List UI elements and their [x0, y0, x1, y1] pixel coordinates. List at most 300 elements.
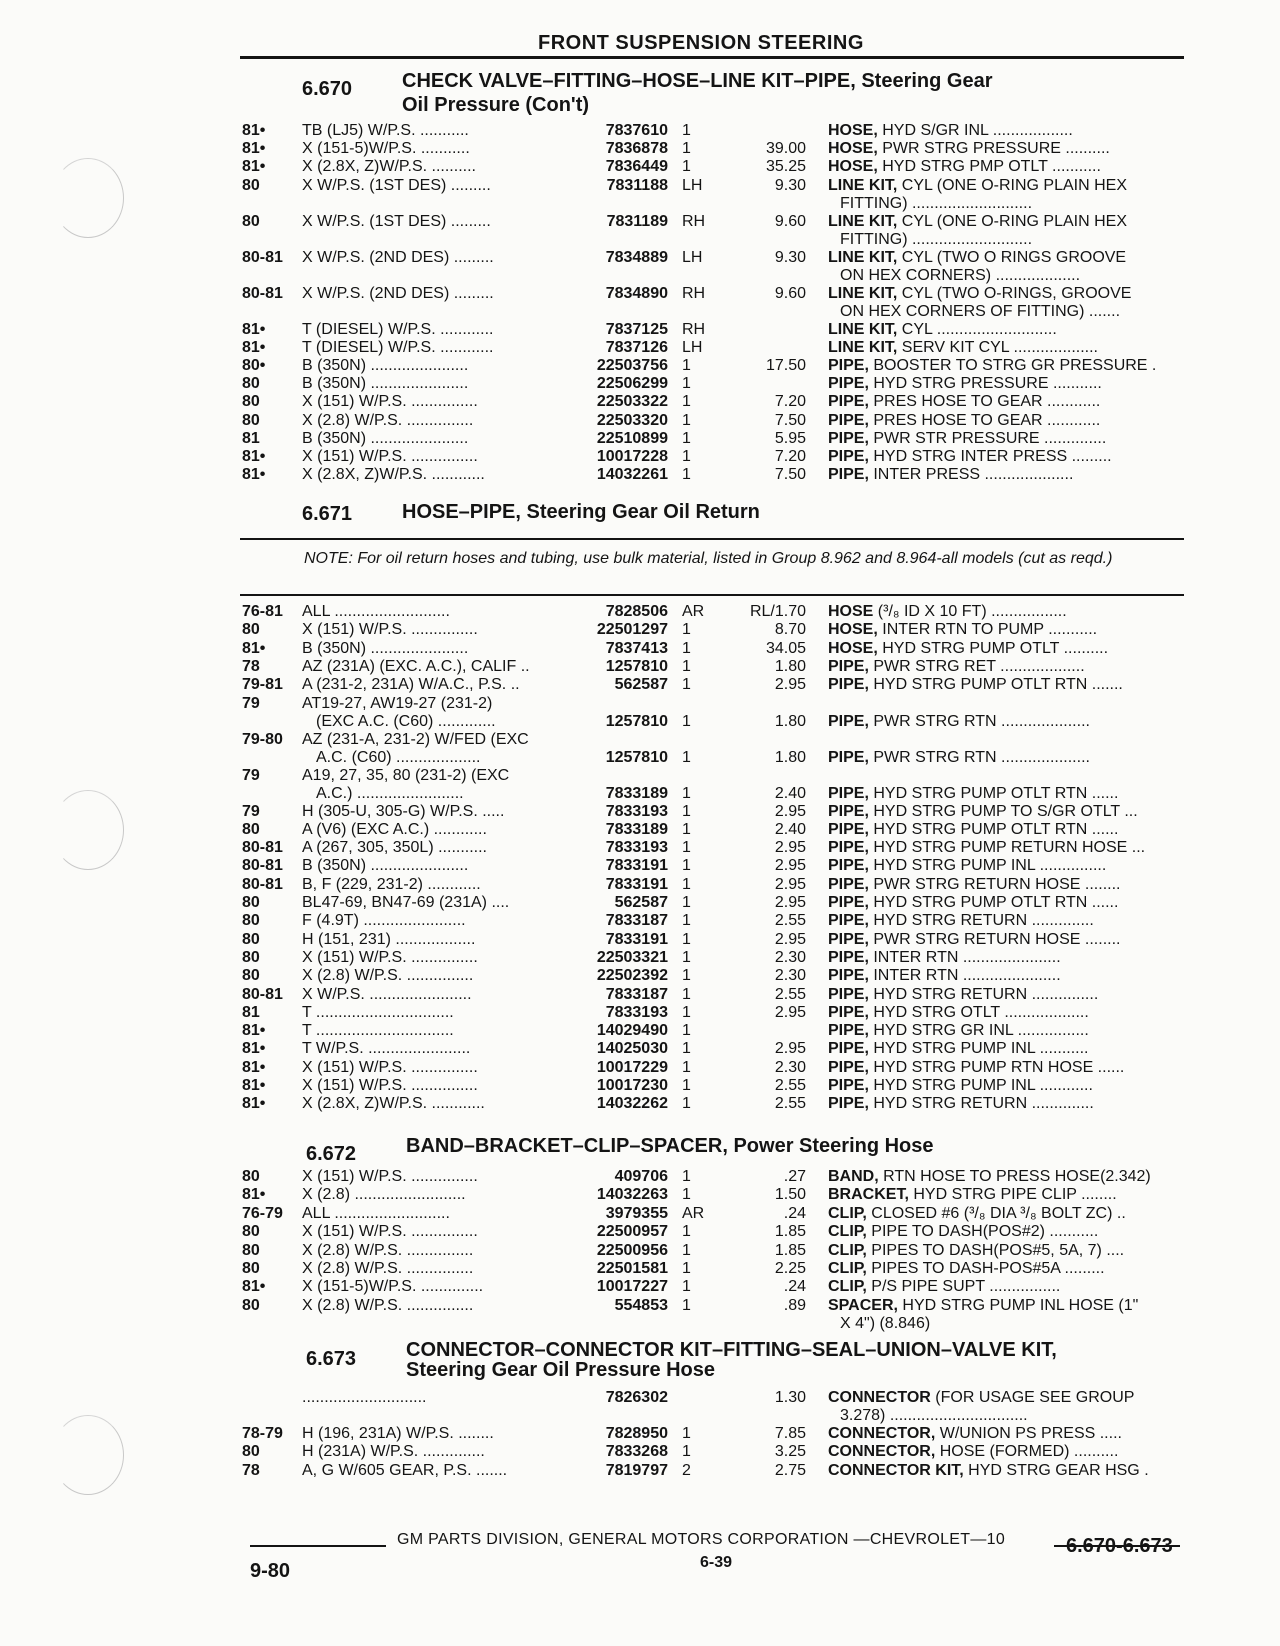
- section-subtitle: Steering Gear Oil Pressure Hose: [406, 1359, 716, 1381]
- description: SPACER, HYD STRG PUMP INL HOSE (1": [828, 1296, 1139, 1314]
- model-year: 81•: [242, 320, 266, 338]
- description-key: LINE KIT,: [828, 320, 898, 338]
- application-cont: (EXC A.C. (C60) .............: [316, 712, 496, 730]
- table-row: [0, 1077, 1280, 1095]
- price: 2.95: [774, 930, 806, 948]
- description-key: PIPE,: [828, 912, 869, 930]
- price: 3.25: [774, 1443, 806, 1461]
- part-number: 1257810: [605, 657, 668, 675]
- description: LINE KIT, CYL (ONE O-RING PLAIN HEX: [828, 212, 1128, 230]
- price: 7.50: [774, 411, 806, 429]
- price: 2.55: [774, 985, 806, 1003]
- description: LINE KIT, CYL (TWO O-RINGS, GROOVE: [828, 284, 1132, 302]
- description-key: PIPE,: [828, 967, 869, 985]
- price: 9.60: [774, 212, 806, 230]
- description-key: PIPE,: [828, 1003, 869, 1021]
- price: 2.95: [774, 1003, 806, 1021]
- application: X (151) W/P.S. ...............: [302, 1058, 478, 1076]
- quantity: 1: [682, 1095, 691, 1113]
- table-row: [0, 766, 1280, 802]
- description: HOSE, HYD STRG PMP OTLT ...........: [828, 158, 1101, 176]
- quantity: 1: [682, 1003, 691, 1021]
- model-year: 76-79: [242, 1204, 283, 1222]
- application: ALL ..........................: [302, 1204, 450, 1222]
- description: HOSE, HYD STRG PUMP OTLT ..........: [828, 639, 1109, 657]
- part-number: 7833193: [605, 802, 668, 820]
- description-key: HOSE,: [828, 122, 878, 139]
- table-row: [0, 949, 1280, 967]
- part-number: 22503756: [596, 357, 668, 374]
- application: X (151) W/P.S. ...............: [302, 621, 478, 639]
- footer-publisher: GM PARTS DIVISION, GENERAL MOTORS CORPORATION —CHEVROLET—10: [397, 1531, 1006, 1548]
- application: B (350N) ......................: [302, 357, 469, 374]
- table-row: [0, 640, 1280, 658]
- table-row: [0, 122, 1280, 140]
- model-year: 81: [242, 1003, 260, 1021]
- quantity: 1: [682, 448, 691, 465]
- part-number: 7833193: [605, 839, 668, 857]
- table-row: [0, 140, 1280, 158]
- price: 7.50: [774, 466, 806, 484]
- description: CLIP, PIPE TO DASH(POS#2) ...........: [828, 1223, 1099, 1241]
- table-row: [0, 1242, 1280, 1260]
- application: A, G W/605 GEAR, P.S. .......: [302, 1461, 508, 1479]
- table-row: [0, 676, 1280, 694]
- table-row: [0, 1004, 1280, 1022]
- footer-rule-left: [250, 1545, 386, 1547]
- part-number: 7833191: [605, 930, 668, 948]
- section-number: 6.671: [302, 503, 353, 525]
- description-key: PIPE,: [828, 1077, 869, 1094]
- price: 2.95: [774, 802, 806, 820]
- description-key: BRACKET,: [828, 1186, 909, 1204]
- part-number: 22503321: [596, 948, 668, 966]
- part-number: 7828506: [605, 603, 668, 620]
- description: LINE KIT, SERV KIT CYL ...................: [828, 338, 1098, 356]
- description-key: PIPE,: [828, 802, 869, 820]
- quantity: 1: [682, 930, 691, 948]
- part-number: 22510899: [596, 429, 668, 447]
- part-number: 14025030: [596, 1040, 668, 1058]
- part-number: 7826302: [605, 1389, 668, 1406]
- application-cont: A.C. (C60) ...................: [316, 748, 481, 766]
- description: PIPE, BOOSTER TO STRG GR PRESSURE .: [828, 357, 1157, 374]
- model-year: 81•: [242, 122, 266, 139]
- table-row: [0, 466, 1280, 484]
- description-key: LINE KIT,: [828, 284, 898, 302]
- price: 2.30: [774, 1058, 806, 1076]
- price: 1.80: [774, 657, 806, 675]
- footer-date: 9-80: [250, 1560, 291, 1582]
- application: X (2.8) W/P.S. ...............: [302, 1296, 474, 1314]
- table-row: [0, 1462, 1280, 1480]
- model-year: 80: [242, 948, 260, 966]
- application: ............................: [302, 1389, 427, 1406]
- model-year: 80-81: [242, 985, 283, 1003]
- application: BL47-69, BN47-69 (231A) ....: [302, 894, 510, 911]
- description-cont: 3.278) ...............................: [840, 1407, 1028, 1424]
- description-key: CLIP,: [828, 1223, 867, 1241]
- application: TB (LJ5) W/P.S. ...........: [302, 122, 469, 139]
- model-year: 81•: [242, 466, 266, 484]
- note: NOTE: For oil return hoses and tubing, use bulk material, listed in Group 8.962 and 8.964-all models (cut as reqd.): [304, 550, 1113, 567]
- application: X (151) W/P.S. ...............: [302, 1223, 478, 1241]
- quantity: 1: [682, 912, 691, 930]
- description-key: CLIP,: [828, 1260, 867, 1277]
- footer-group-range: 6.670-6.673: [1066, 1535, 1173, 1557]
- quantity: 1: [682, 122, 691, 139]
- part-number: 14032262: [596, 1095, 668, 1113]
- application: H (305-U, 305-G) W/P.S. .....: [302, 802, 505, 820]
- model-year: 81•: [242, 1186, 266, 1204]
- price: 35.25: [765, 158, 806, 176]
- quantity: 1: [682, 140, 691, 158]
- section-number: 6.673: [306, 1348, 357, 1370]
- description-key: CLIP,: [828, 1241, 867, 1259]
- description: CLIP, P/S PIPE SUPT ................: [828, 1278, 1061, 1296]
- application: X (151) W/P.S. ...............: [302, 448, 478, 465]
- quantity: 1: [682, 639, 691, 657]
- quantity: 1: [682, 357, 691, 374]
- description: HOSE, PWR STRG PRESSURE ..........: [828, 140, 1110, 158]
- price: 2.95: [774, 839, 806, 857]
- application: X (2.8) W/P.S. ...............: [302, 1260, 474, 1277]
- model-year: 79: [242, 694, 260, 712]
- table-row: [0, 931, 1280, 949]
- footer-page-number: 6-39: [700, 1554, 733, 1571]
- quantity: 1: [682, 466, 691, 484]
- application: X (2.8) W/P.S. ...............: [302, 1241, 474, 1259]
- description-key: CONNECTOR: [828, 1389, 931, 1406]
- description-key: PIPE,: [828, 1022, 869, 1040]
- model-year: 81•: [242, 1095, 266, 1113]
- part-number: 22500956: [596, 1241, 668, 1259]
- table-row: [0, 212, 1280, 248]
- table-row: [0, 694, 1280, 730]
- quantity: AR: [682, 603, 705, 620]
- application: X (2.8) W/P.S. ...............: [302, 411, 474, 429]
- part-number: 3979355: [605, 1204, 668, 1222]
- price: 9.30: [774, 248, 806, 266]
- description: BRACKET, HYD STRG PIPE CLIP ........: [828, 1186, 1117, 1204]
- quantity: 1: [682, 1077, 691, 1094]
- model-year: 80-81: [242, 248, 283, 266]
- description: PIPE, PWR STR PRESSURE ..............: [828, 429, 1107, 447]
- part-number: 7833189: [605, 784, 668, 802]
- table-row: [0, 1186, 1280, 1204]
- part-number: 7831189: [606, 212, 668, 230]
- part-number: 7837610: [605, 122, 668, 139]
- quantity: 1: [682, 621, 691, 639]
- price: 39.00: [765, 140, 806, 158]
- quantity: 1: [682, 429, 691, 447]
- model-year: 78-79: [242, 1425, 283, 1442]
- price: .24: [783, 1278, 806, 1296]
- price: 1.80: [774, 748, 806, 766]
- binder-hole: [52, 158, 124, 238]
- price: 1.30: [774, 1389, 806, 1406]
- description-key: HOSE: [828, 603, 874, 620]
- description-key: PIPE,: [828, 748, 869, 766]
- quantity: 1: [682, 948, 691, 966]
- binder-hole: [52, 1415, 124, 1495]
- description-cont: ON HEX CORNERS) ...................: [840, 266, 1081, 284]
- description: HOSE, INTER RTN TO PUMP ...........: [828, 621, 1098, 639]
- price: 1.85: [774, 1241, 806, 1259]
- application: A (267, 305, 350L) ...........: [302, 839, 487, 857]
- table-row: [0, 1278, 1280, 1296]
- application: X (151) W/P.S. ...............: [302, 948, 478, 966]
- section-title: HOSE–PIPE, Steering Gear Oil Return: [402, 501, 760, 523]
- quantity: 1: [682, 158, 691, 176]
- part-number: 10017230: [596, 1077, 668, 1094]
- description: LINE KIT, CYL (TWO O RINGS GROOVE: [828, 248, 1127, 266]
- description-key: PIPE,: [828, 676, 869, 694]
- model-year: 80-81: [242, 857, 283, 875]
- section-number: 6.670: [302, 78, 353, 100]
- part-number: 7833187: [605, 912, 668, 930]
- description: CLIP, PIPES TO DASH-POS#5A .........: [828, 1260, 1105, 1277]
- description-key: PIPE,: [828, 948, 869, 966]
- price: 2.75: [774, 1461, 806, 1479]
- price: 2.30: [774, 948, 806, 966]
- quantity: 1: [682, 1443, 691, 1461]
- quantity: 1: [682, 1296, 691, 1314]
- price: 2.30: [774, 967, 806, 985]
- quantity: 1: [682, 967, 691, 985]
- part-number: 22503322: [596, 393, 668, 411]
- part-number: 22501297: [596, 621, 668, 639]
- price: .27: [783, 1168, 806, 1185]
- description-cont: X 4") (8.846): [840, 1314, 931, 1332]
- price: 2.95: [774, 1040, 806, 1058]
- section-title: CONNECTOR–CONNECTOR KIT–FITTING–SEAL–UNION–VALVE KIT,: [406, 1339, 1057, 1361]
- model-year: 76-81: [242, 603, 283, 620]
- description-key: PIPE,: [828, 894, 869, 911]
- application: X (2.8X, Z)W/P.S. ..........: [302, 158, 476, 176]
- description: PIPE, HYD STRG PUMP INL ............: [828, 1077, 1093, 1094]
- application: X (2.8X, Z)W/P.S. ............: [302, 1095, 485, 1113]
- application: A (231-2, 231A) W/A.C., P.S. ..: [302, 676, 520, 694]
- description: PIPE, HYD STRG PUMP OTLT RTN ......: [828, 784, 1119, 802]
- section-rule: [240, 538, 1184, 540]
- model-year: 80: [242, 930, 260, 948]
- description-key: PIPE,: [828, 857, 869, 875]
- table-row: [0, 375, 1280, 393]
- description-key: PIPE,: [828, 930, 869, 948]
- description: PIPE, PWR STRG RTN ....................: [828, 712, 1090, 730]
- description-key: CLIP,: [828, 1204, 867, 1222]
- model-year: 80: [242, 912, 260, 930]
- description-key: PIPE,: [828, 875, 869, 893]
- table-row: [0, 1022, 1280, 1040]
- table-row: [0, 321, 1280, 339]
- description-cont: ON HEX CORNERS OF FITTING) .......: [840, 302, 1121, 320]
- description-key: PIPE,: [828, 393, 869, 411]
- part-number: 10017227: [596, 1278, 668, 1296]
- description: PIPE, PWR STRG RET ...................: [828, 657, 1085, 675]
- application: X (2.8) W/P.S. ...............: [302, 967, 474, 985]
- model-year: 79-81: [242, 676, 283, 694]
- table-row: [0, 339, 1280, 357]
- application-cont: A.C.) ........................: [316, 784, 464, 802]
- price: 2.55: [774, 912, 806, 930]
- table-row: [0, 730, 1280, 766]
- description-key: HOSE,: [828, 158, 878, 176]
- model-year: 80-81: [242, 839, 283, 857]
- page-title: FRONT SUSPENSION STEERING: [538, 32, 864, 54]
- table-row: [0, 158, 1280, 176]
- table-row: [0, 912, 1280, 930]
- table-row: [0, 821, 1280, 839]
- application: X (151-5)W/P.S. ..............: [302, 1278, 484, 1296]
- description-key: PIPE,: [828, 839, 869, 857]
- model-year: 80: [242, 820, 260, 838]
- application: X (151) W/P.S. ...............: [302, 393, 478, 411]
- part-number: 7819797: [605, 1461, 668, 1479]
- part-number: 22502392: [596, 967, 668, 985]
- quantity: 2: [682, 1461, 691, 1479]
- description: PIPE, HYD STRG RETURN ...............: [828, 985, 1099, 1003]
- description: PIPE, HYD STRG PUMP OTLT RTN .......: [828, 676, 1123, 694]
- table-row: [0, 894, 1280, 912]
- application: A (V6) (EXC A.C.) ............: [302, 820, 487, 838]
- application: X W/P.S. (2ND DES) .........: [302, 284, 494, 302]
- part-number: 7833193: [605, 1003, 668, 1021]
- description: PIPE, HYD STRG RETURN ..............: [828, 912, 1094, 930]
- price: 8.70: [774, 621, 806, 639]
- model-year: 80: [242, 1296, 260, 1314]
- quantity: RH: [682, 212, 706, 230]
- description: PIPE, INTER PRESS ....................: [828, 466, 1074, 484]
- model-year: 80•: [242, 357, 266, 374]
- part-number: 22501581: [596, 1260, 668, 1277]
- description-key: LINE KIT,: [828, 212, 898, 230]
- description-cont: FITTING) ...........................: [840, 194, 1033, 212]
- part-number: 562587: [614, 894, 668, 911]
- description-key: PIPE,: [828, 357, 869, 374]
- model-year: 79: [242, 802, 260, 820]
- description: PIPE, PWR STRG RETURN HOSE ........: [828, 930, 1121, 948]
- description: PIPE, HYD STRG GR INL ................: [828, 1022, 1089, 1040]
- binder-hole: [52, 790, 124, 870]
- description-key: PIPE,: [828, 466, 869, 484]
- model-year: 78: [242, 657, 260, 675]
- section-subtitle: Oil Pressure (Con't): [402, 94, 590, 116]
- price: 2.55: [774, 1077, 806, 1094]
- quantity: 1: [682, 857, 691, 875]
- quantity: 1: [682, 820, 691, 838]
- model-year: 80-81: [242, 284, 283, 302]
- table-row: [0, 986, 1280, 1004]
- table-row: [0, 357, 1280, 375]
- price: 17.50: [765, 357, 806, 374]
- table-row: [0, 284, 1280, 320]
- quantity: 1: [682, 985, 691, 1003]
- part-number: 562587: [614, 676, 668, 694]
- description-key: PIPE,: [828, 1040, 869, 1058]
- price: 1.50: [774, 1186, 806, 1204]
- application: X W/P.S. (2ND DES) .........: [302, 248, 494, 266]
- table-row: [0, 1059, 1280, 1077]
- part-number: 7834889: [605, 248, 668, 266]
- quantity: 1: [682, 784, 691, 802]
- description-key: HOSE,: [828, 639, 878, 657]
- description: CONNECTOR, W/UNION PS PRESS .....: [828, 1425, 1122, 1442]
- price: 2.25: [774, 1260, 806, 1277]
- table-row: [0, 393, 1280, 411]
- table-row: [0, 1205, 1280, 1223]
- description-key: PIPE,: [828, 712, 869, 730]
- description: HOSE (³/₈ ID X 10 FT) .................: [828, 603, 1067, 620]
- model-year: 81•: [242, 1022, 266, 1040]
- model-year: 80: [242, 1443, 260, 1461]
- price: 2.40: [774, 820, 806, 838]
- quantity: 1: [682, 748, 691, 766]
- description-key: CONNECTOR KIT,: [828, 1461, 964, 1479]
- table-row: [0, 1095, 1280, 1113]
- application: X (151) W/P.S. ...............: [302, 1168, 478, 1185]
- description-key: PIPE,: [828, 985, 869, 1003]
- part-number: 7834890: [605, 284, 668, 302]
- part-number: 10017228: [596, 448, 668, 465]
- description: BAND, RTN HOSE TO PRESS HOSE(2.342): [828, 1168, 1151, 1185]
- quantity: 1: [682, 1022, 691, 1040]
- description: PIPE, HYD STRG PUMP INL ...........: [828, 1040, 1089, 1058]
- model-year: 81: [242, 429, 260, 447]
- description: LINE KIT, CYL ...........................: [828, 320, 1057, 338]
- quantity: 1: [682, 375, 691, 393]
- quantity: AR: [682, 1204, 705, 1222]
- price: RL/1.70: [749, 603, 806, 620]
- part-number: 7837126: [605, 338, 668, 356]
- description: PIPE, HYD STRG INTER PRESS .........: [828, 448, 1112, 465]
- application: X W/P.S. (1ST DES) .........: [302, 176, 491, 194]
- price: 1.80: [774, 712, 806, 730]
- price: 2.95: [774, 676, 806, 694]
- section-title: BAND–BRACKET–CLIP–SPACER, Power Steering Hose: [406, 1135, 934, 1157]
- part-number: 1257810: [605, 748, 668, 766]
- quantity: 1: [682, 1058, 691, 1076]
- description: HOSE, HYD S/GR INL ..................: [828, 122, 1073, 139]
- part-number: 7837125: [605, 320, 668, 338]
- model-year: 80: [242, 967, 260, 985]
- table-row: [0, 857, 1280, 875]
- title-rule: [240, 56, 1184, 59]
- description: LINE KIT, CYL (ONE O-RING PLAIN HEX: [828, 176, 1128, 194]
- quantity: 1: [682, 712, 691, 730]
- part-number: 7828950: [605, 1425, 668, 1442]
- description: CLIP, CLOSED #6 (³/₈ DIA ³/₈ BOLT ZC) ..: [828, 1204, 1126, 1222]
- model-year: 80: [242, 411, 260, 429]
- part-number: 7833191: [605, 857, 668, 875]
- quantity: 1: [682, 839, 691, 857]
- application: H (231A) W/P.S. ..............: [302, 1443, 485, 1461]
- price: 7.20: [774, 393, 806, 411]
- table-row: [0, 876, 1280, 894]
- application: T (DIESEL) W/P.S. ............: [302, 320, 494, 338]
- price: 5.95: [774, 429, 806, 447]
- table-row: [0, 967, 1280, 985]
- price: 34.05: [765, 639, 806, 657]
- description: PIPE, HYD STRG PRESSURE ...........: [828, 375, 1102, 393]
- quantity: 1: [682, 393, 691, 411]
- application: B (350N) ......................: [302, 857, 469, 875]
- price: 2.95: [774, 894, 806, 911]
- description: CLIP, PIPES TO DASH(POS#5, 5A, 7) ....: [828, 1241, 1125, 1259]
- part-number: 14032263: [596, 1186, 668, 1204]
- application: ALL ..........................: [302, 603, 450, 620]
